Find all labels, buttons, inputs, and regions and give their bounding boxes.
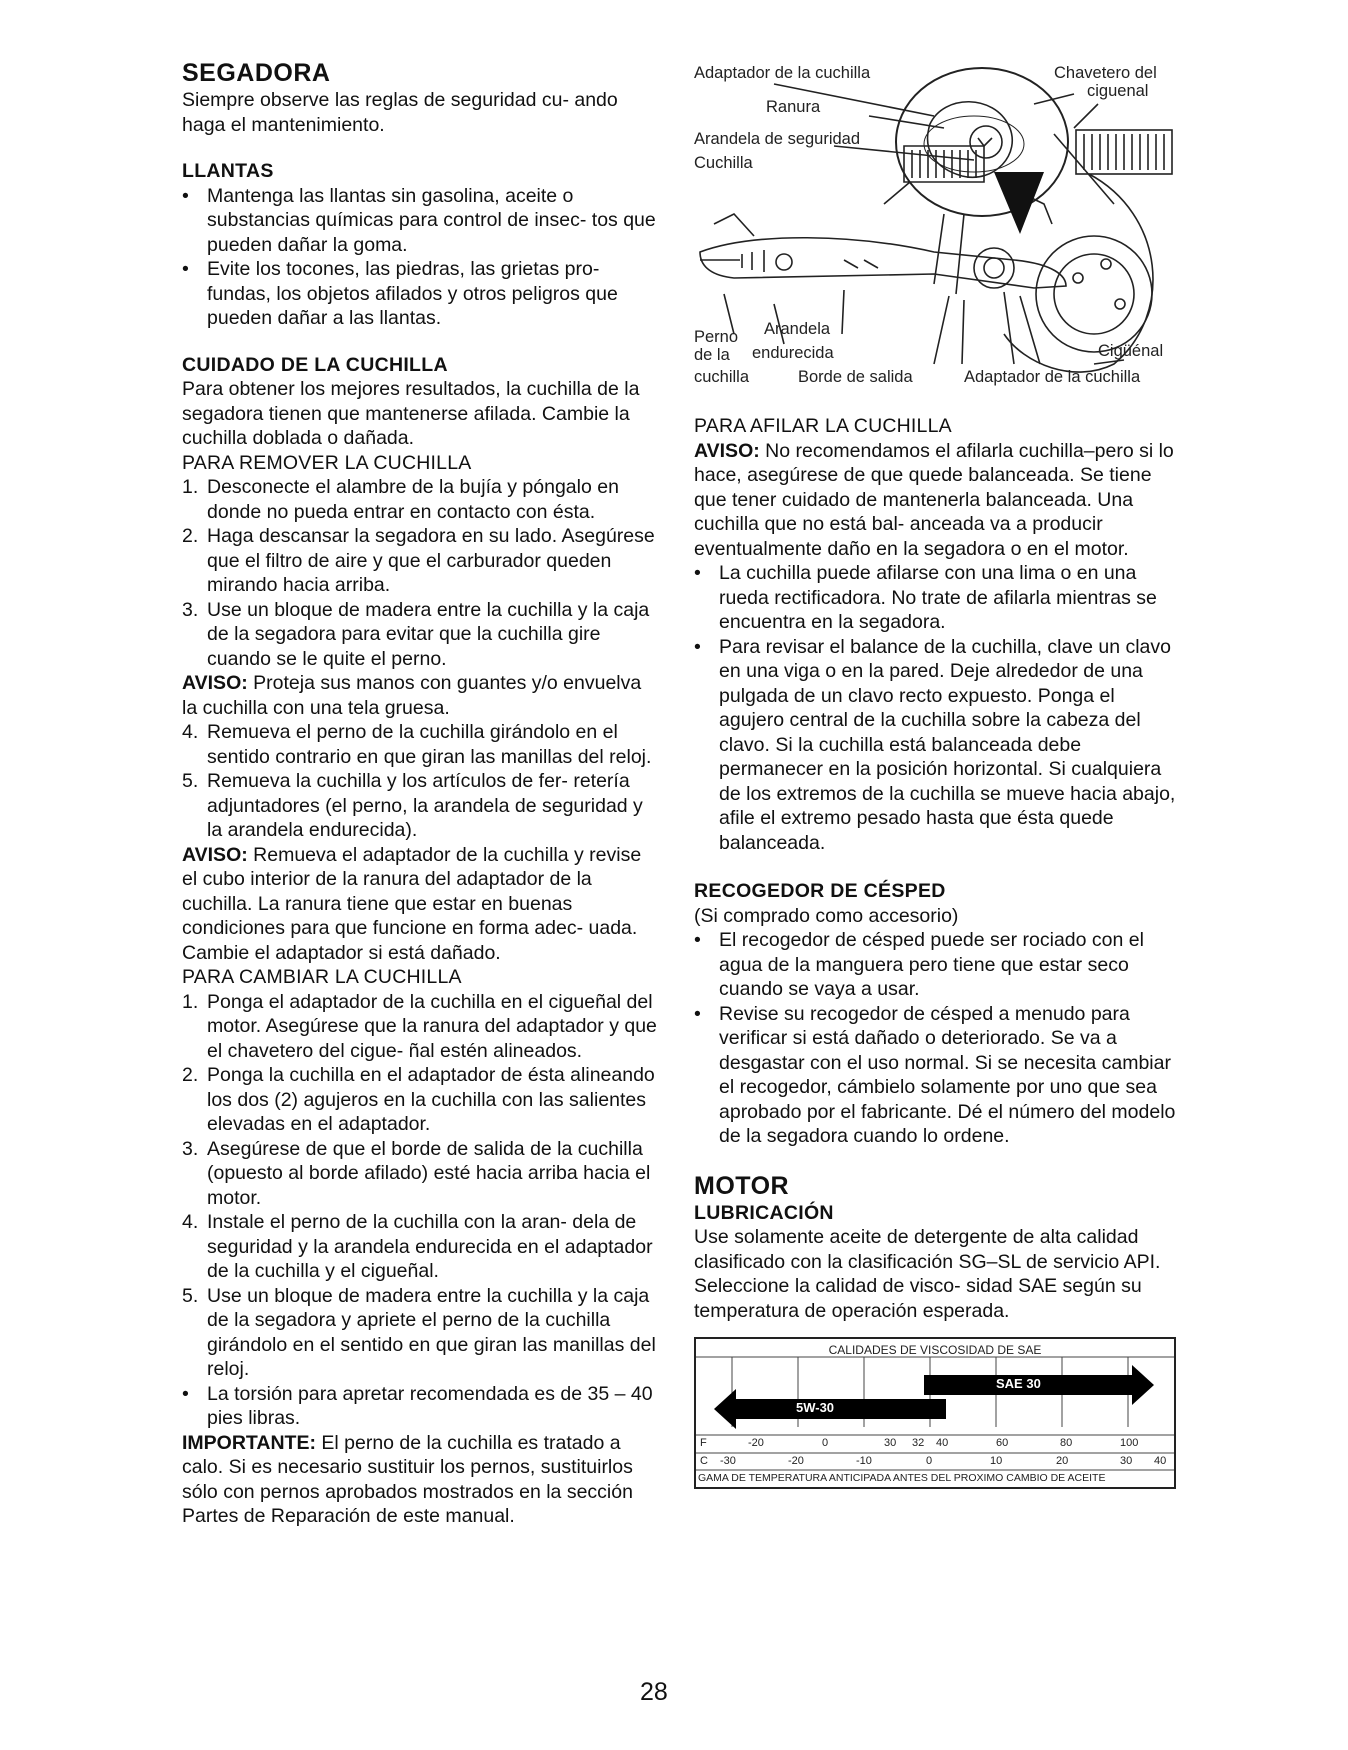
segadora-text: Siempre observe las reglas de seguridad cu- ando haga el mantenimiento. — [182, 89, 618, 136]
f-tick: 60 — [996, 1437, 1009, 1449]
viscosity-footer: GAMA DE TEMPERATURA ANTICIPADA ANTES DEL PROXIMO CAMBIO DE ACEITE — [698, 1472, 1106, 1484]
page-number: 28 — [640, 1678, 668, 1706]
list-item: • La cuchilla puede afilarse con una lima o en una rueda rectificadora. No trate de afilarla mientras se encuentra en la segadora. — [694, 562, 1157, 633]
cuidado-text: Para obtener los mejores resultados, la cuchilla de la segadora tienen que mantenerse afilada. Cambie la cuchilla doblada o dañada. — [182, 378, 640, 449]
left-column — [182, 58, 658, 1529]
subtitle-cambiar: PARA CAMBIAR LA CUCHILLA — [182, 966, 462, 988]
section-title-segadora: SEGADORA — [182, 59, 331, 87]
list-item: 4. Remueva el perno de la cuchilla girándolo en el sentido contrario en que giran las manillas del reloj. — [182, 721, 652, 768]
list-item: 1. Desconecte el alambre de la bujía y póngalo en donde no pueda entrar en contacto con ésta. — [182, 476, 619, 523]
label-ciguenal-top: ciguenal — [1087, 82, 1149, 100]
label-endurecida: endurecida — [752, 344, 834, 362]
label-adaptador-top: Adaptador de la cuchilla — [694, 64, 871, 82]
list-item: • El recogedor de césped puede ser rociado con el agua de la manguera pero tiene que estar seco cuando se vaya a usar. — [694, 929, 1144, 1000]
list-item: 3. Use un bloque de madera entre la cuchilla y la caja de la segadora para evitar que la cuchilla gire cuando se le quite el perno. — [182, 598, 650, 670]
section-title-motor: MOTOR — [694, 1171, 790, 1200]
blade-diagram — [694, 64, 1178, 394]
label-cuchilla-bottom: cuchilla — [694, 368, 750, 386]
viscosity-title: CALIDADES DE VISCOSIDAD DE SAE — [828, 1343, 1042, 1357]
list-item: • Para revisar el balance de la cuchilla, clave un clavo en una viga o en la pared. Deje alrededor de una pulgada de un clavo recto expuesto. Ponga el agujero central de la cuchilla sobre la cabeza del clavo. Si la cuchilla está balanceada debe permanecer en la posición horizontal. Si cualquiera de los extremos de la cuchilla se mueve hacia abajo, afile el extremo pesado hasta que ésta quede balanceada. — [694, 635, 1176, 854]
c-tick: 10 — [990, 1455, 1003, 1467]
f-tick: 40 — [936, 1437, 949, 1449]
section-title-lubricacion: LUBRICACIÓN — [694, 1201, 834, 1224]
label-de-la: de la — [694, 346, 730, 364]
label-borde: Borde de salida — [798, 368, 913, 386]
label-arandela: Arandela — [764, 320, 831, 338]
f-tick: 32 — [912, 1437, 925, 1449]
arrow-5w30-label: 5W-30 — [796, 1400, 835, 1415]
list-item: 1. Ponga el adaptador de la cuchilla en el cigueñal del motor. Asegúrese que la ranura del adaptador y que el chavetero del cigue- ñal estén alineados. — [182, 990, 657, 1062]
f-label: F — [700, 1437, 707, 1449]
importante-note: IMPORTANTE: El perno de la cuchilla es tratado a calo. Si es necesario sustituir los pernos, sustituirlos sólo con pernos aprobados mostrados en la sección Partes de Reparación de este manual. — [182, 1431, 633, 1527]
label-arandela-seg: Arandela de seguridad — [694, 130, 861, 148]
section-title-cuidado: CUIDADO DE LA CUCHILLA — [182, 353, 448, 376]
list-item: 2. Haga descansar la segadora en su lado. Asegúrese que el filtro de aire y que el carburador queden mirando hacia arriba. — [182, 525, 655, 596]
subtitle-remover: PARA REMOVER LA CUCHILLA — [182, 451, 472, 474]
f-tick: 30 — [884, 1437, 897, 1449]
list-item: 5. Remueva la cuchilla y los artículos de fer- retería adjuntadores (el perno, la arandela de seguridad y la arandela endurecida). — [182, 770, 643, 841]
c-tick: 30 — [1120, 1455, 1133, 1467]
list-item: 2. Ponga la cuchilla en el adaptador de ésta alineando los dos (2) agujeros en la cuchilla con las salientes elevadas en el adaptador. — [182, 1064, 655, 1135]
f-tick: 80 — [1060, 1437, 1073, 1449]
c-tick: -20 — [788, 1455, 804, 1467]
label-ciguenal-bottom: Cigüénal — [1098, 342, 1164, 360]
arrow-sae30-label: SAE 30 — [996, 1376, 1041, 1391]
c-tick: -30 — [720, 1455, 736, 1467]
zoom-pointer — [994, 172, 1044, 234]
label-cuchilla: Cuchilla — [694, 154, 753, 172]
list-item: • La torsión para apretar recomendada es de 35 – 40 pies libras. — [182, 1382, 653, 1429]
f-tick: 100 — [1120, 1437, 1139, 1449]
viscosity-graphic — [696, 1339, 1174, 1487]
recogedor-subtitle: (Si comprado como accesorio) — [694, 904, 959, 927]
c-tick: 40 — [1154, 1455, 1167, 1467]
c-tick: 20 — [1056, 1455, 1069, 1467]
c-tick: -10 — [856, 1455, 872, 1467]
list-item: 3. Asegúrese de que el borde de salida de la cuchilla (opuesto al borde afilado) esté hacia arriba hacia el motor. — [182, 1137, 651, 1209]
subtitle-afilar: PARA AFILAR LA CUCHILLA — [694, 415, 952, 437]
f-tick: -20 — [748, 1437, 764, 1449]
viscosity-chart — [694, 1337, 1176, 1489]
section-title-recogedor: RECOGEDOR DE CÉSPED — [694, 880, 946, 902]
label-chavetero: Chavetero del — [1054, 64, 1157, 82]
list-item: • Revise su recogedor de césped a menudo para verificar si está dañado o deteriorado. Se va a desgastar con el uso normal. Si se necesita cambiar el recogedor, cámbielo solamente por uno que sea aprobado por el fabricante. Dé el número del modelo de la segadora cuando lo ordene. — [694, 1002, 1176, 1147]
aviso-note: AVISO: Remueva el adaptador de la cuchilla y revise el cubo interior de la ranura del adaptador de la cuchilla. La ranura tiene que estar en buenas condiciones para que funcione en forma adec- uada. Cambie el adaptador si está dañado. — [182, 843, 642, 964]
list-item: • Mantenga las llantas sin gasolina, aceite o substancias químicas para control de insec- tos que pueden dañar la goma. — [182, 184, 656, 256]
list-item: • Evite los tocones, las piedras, las grietas pro- fundas, los objetos afilados y otros peligros que pueden dañar a las llantas. — [182, 258, 618, 329]
label-perno: Perno — [694, 328, 739, 346]
c-tick: 0 — [926, 1455, 933, 1467]
c-label: C — [700, 1455, 708, 1467]
section-title-llantas: LLANTAS — [182, 160, 274, 182]
right-column — [694, 64, 1178, 1489]
label-adaptador-bottom: Adaptador de la cuchilla — [964, 368, 1141, 386]
aviso-note: AVISO: Proteja sus manos con guantes y/o envuelva la cuchilla con una tela gruesa. — [182, 672, 642, 719]
lubricacion-text: Use solamente aceite de detergente de alta calidad clasificado con la clasificación SG–SL de servicio API. Seleccione la calidad de visco- sidad SAE según su temperatura de operación esperada. — [694, 1226, 1161, 1322]
list-item: 5. Use un bloque de madera entre la cuchilla y la caja de la segadora y apriete el perno de la cuchilla girándolo en el sentido en que giran las manillas del reloj. — [182, 1284, 656, 1380]
list-item: 4. Instale el perno de la cuchilla con la aran- dela de seguridad y la arandela endurecida en el adaptador de la cuchilla y el cigueñal. — [182, 1211, 653, 1282]
aviso-note: AVISO: No recomendamos el afilarla cuchilla–pero si lo hace, asegúrese de que quede balanceada. Se tiene que tener cuidado de mantenerla balanceada. Una cuchilla que no está bal- anceada va a producir eventualmente daño en la segadora o en el motor. — [694, 439, 1174, 560]
f-tick: 0 — [822, 1437, 829, 1449]
label-ranura: Ranura — [766, 98, 821, 116]
